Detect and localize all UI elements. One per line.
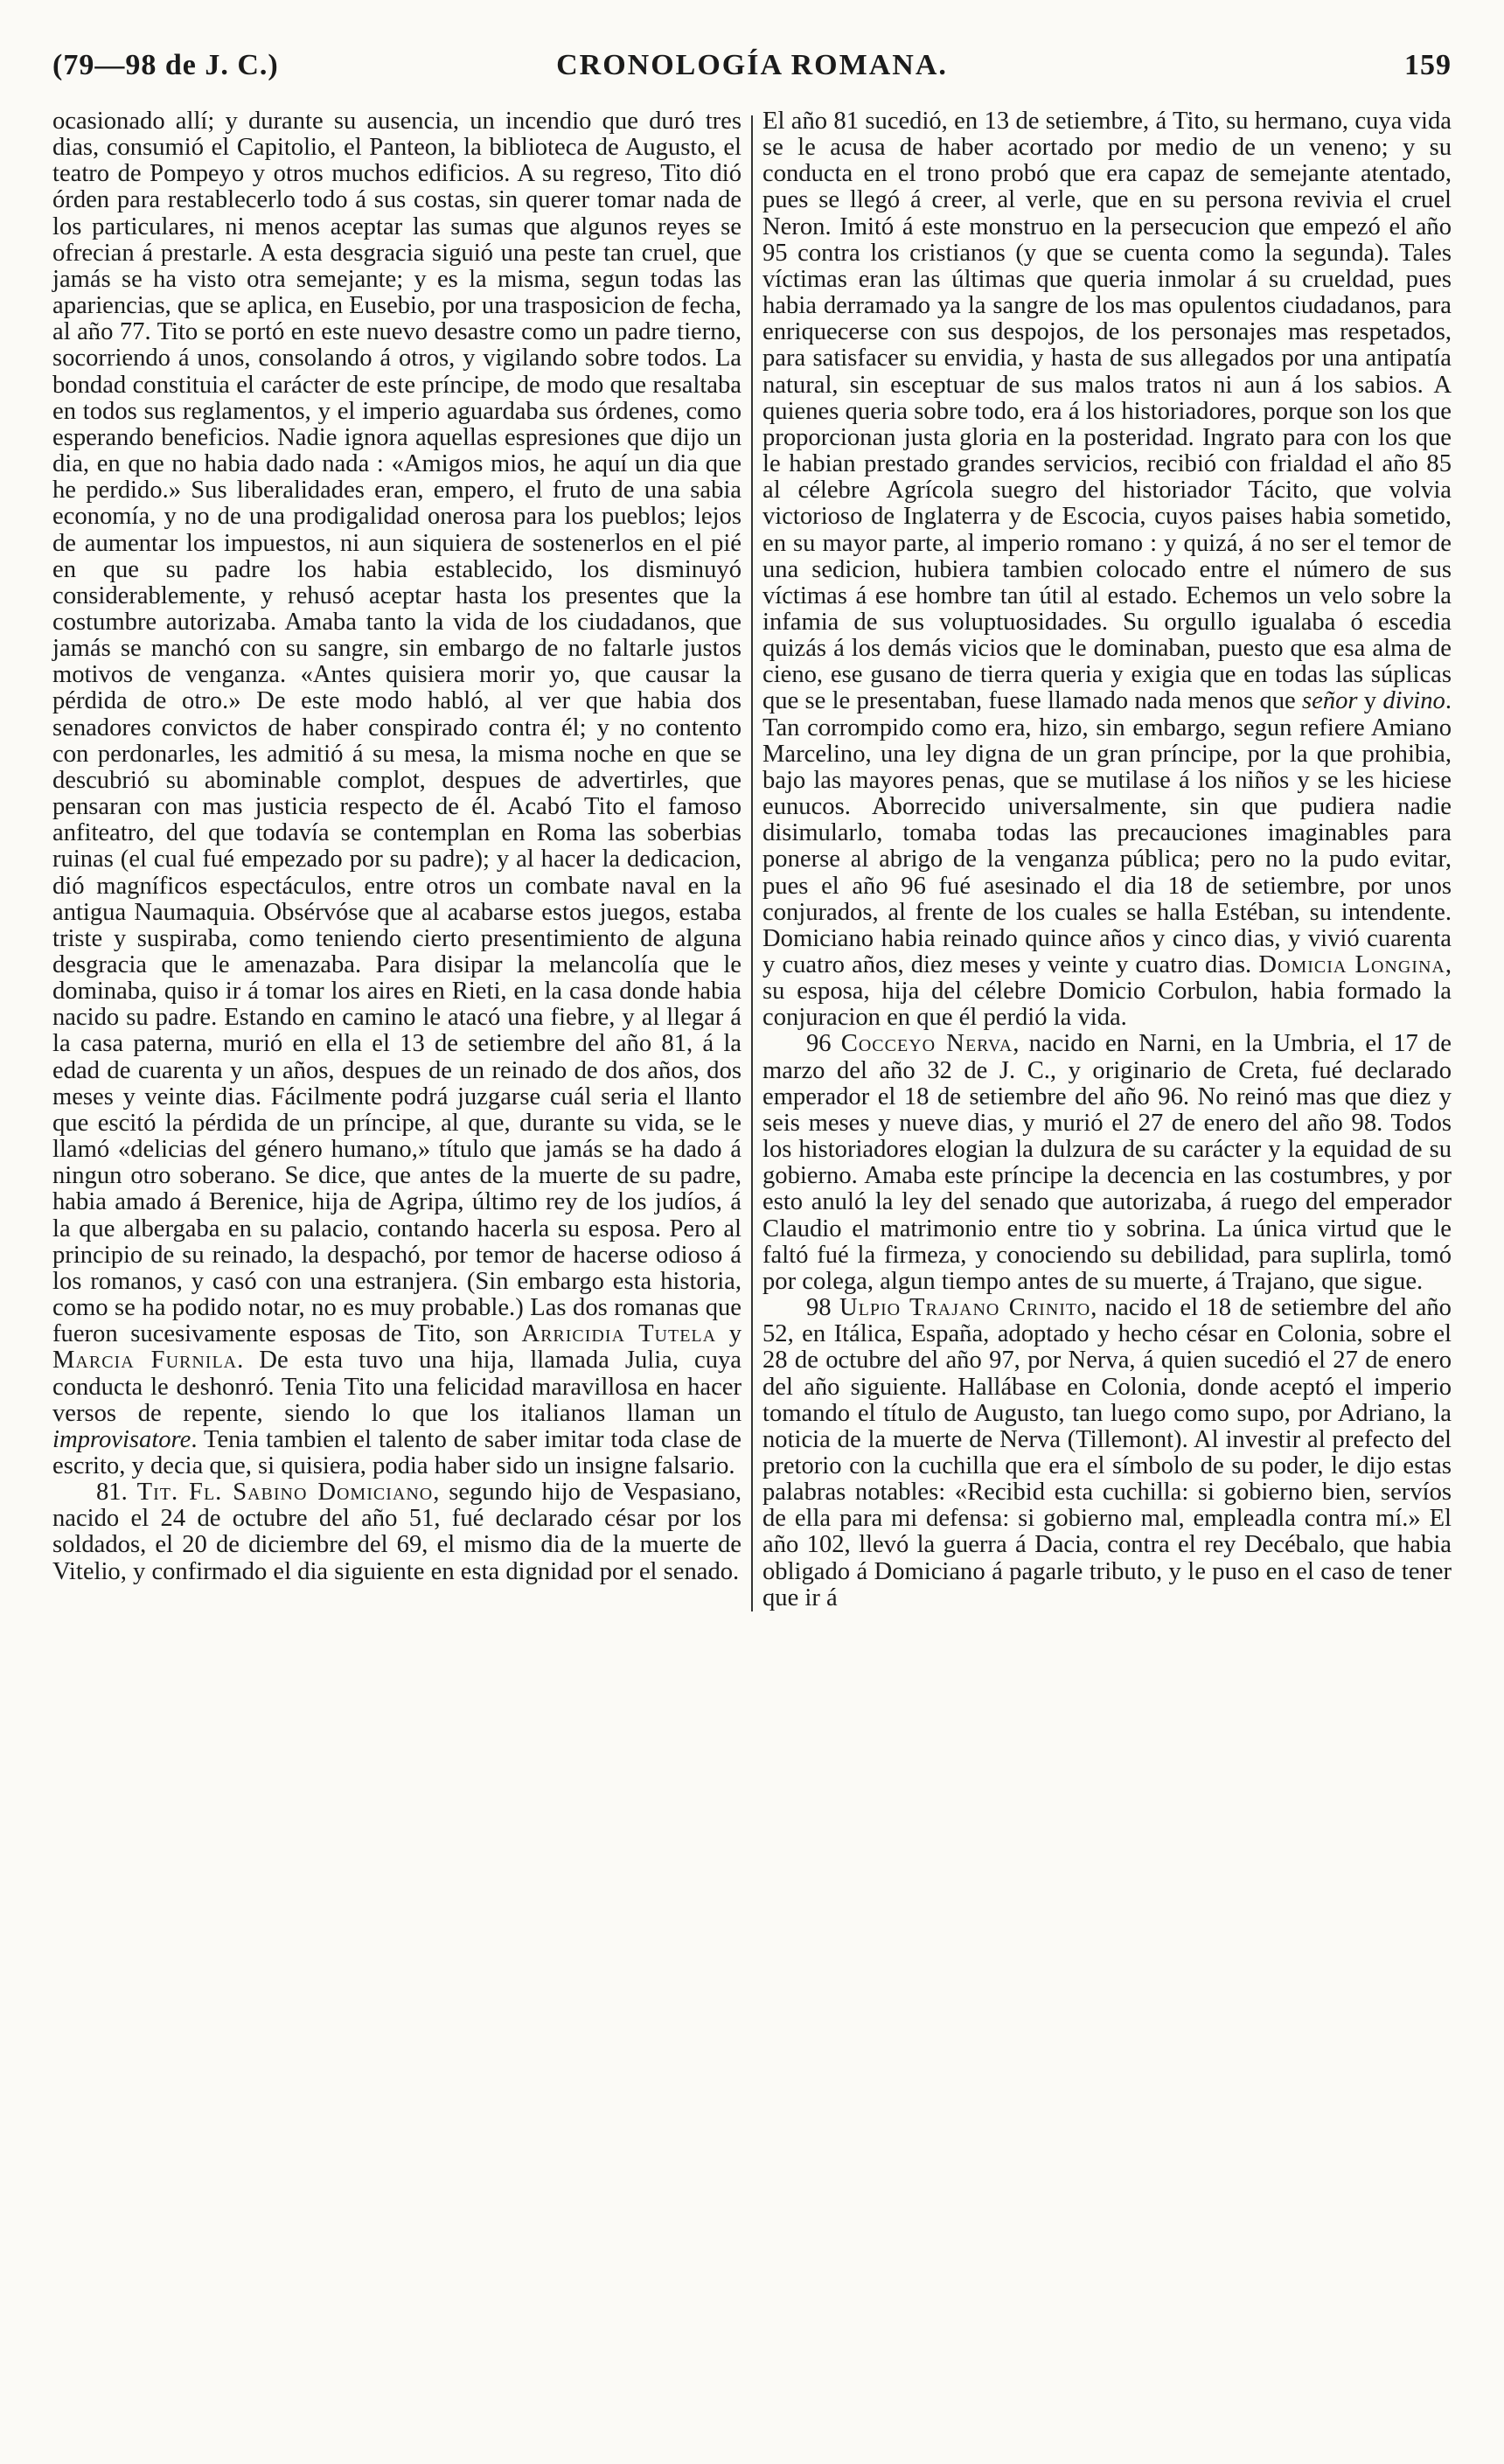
tito-paragraph — [52, 108, 742, 1479]
domiciano-text: El año 81 sucedió, en 13 de setiembre, á Tito, su hermano, cuya vida se le acusa de haber acortado por medio de un veneno; y su conducta en el trono probó que era capaz de semejante atentado, pues se llegó á creer, al verle, que en su persona revivia el cruel Neron. Imitó á este monstruo en la persecucion que empezó el año 95 contra los cristianos (y que se cuenta como la segunda). Tales víctimas eran las últimas que queria inmolar á su crueldad, pues habia derramado ya la sangre de los mas opulentos ciudadanos, para enriquecerse con sus despojos, de los personajes mas respetados, para satisfacer su envidia, y hasta de sus allegados por una antipatía natural, sin esceptuar de sus malos tratos ni aun á los sabios. A quienes queria sobre todo, era á los historiadores, porque son los que proporcionan justa gloria en la posteridad. Ingrato para con los que le habian prestado grandes servicios, recibió con frialdad el año 85 al célebre Agrícola suegro del historiador Tácito, que volvia victorioso de Inglaterra y de Escocia, cuyos paises habia sometido, en su mayor parte, al imperio romano : y quizá, á no ser el temor de una sedicion, hubiera tambien colocado entre el número de sus víctimas á ese hombre tan útil al estado. Echemos un velo sobre la infamia de sus voluptuosidades. Su orgullo igualaba ó escedia quizás á los demás vicios que le dominaban, puesto que esa alma de cieno, ese gusano de tierra queria y exigia que en todas las súplicas que se le presentaban, fuese llamado nada menos que — [762, 108, 1452, 715]
entry-96-text: , nacido en Narni, en la Umbria, el 17 de marzo del año 32 de J. C., y originario de Creta, fué declarado emperador el 18 de setiembre del año 96. No reinó mas que diez y seis meses y nueve dias, y murió el 27 de enero del año 98. Todos los historiadores elogian la dulzura de su carácter y la equidad de su gobierno. Amaba este príncipe la decencia en las costumbres, y por esto anuló la ley del senado que autorizaba, á ruego del emperador Claudio el matrimonio entre tio y sobrina. La única virtud que le faltó fué la firmeza, y conociendo su debilidad, para suplirla, tomó por colega, algun tiempo antes de su muerte, á Trajano, que sigue. — [762, 1030, 1452, 1295]
entry-96-number: 96 — [806, 1030, 832, 1058]
domiciano-text-tail: , su esposa, hija del célebre Domicio Corbulon, habia formado la conjuracion en que él perdió la vida. — [762, 951, 1452, 1032]
conjunction: y — [728, 1320, 742, 1348]
page — [52, 49, 1452, 1611]
entry-81 — [52, 1479, 742, 1585]
entry-81-name: Tit. Fl. Sabino Domiciano — [136, 1479, 434, 1507]
entry-98-name: Ulpio Trajano Crinito — [839, 1294, 1091, 1322]
tito-text-cont: . De esta tuvo una hija, llamada Julia, cuya conducta le deshonró. Tenia Tito una felicidad maravillosa en hacer versos de repente, siendo lo que los italianos llaman un — [52, 1347, 742, 1427]
conjunction: y — [1363, 687, 1377, 715]
entry-96-name: Cocceyo Nerva — [840, 1030, 1013, 1058]
tito-text-tail: . Tenia tambien el talento de saber imitar toda clase de escrito, y decia que, si quisiera, podia haber sido un insigne falsario. — [52, 1425, 742, 1479]
name-arricidia: Arricidia Tutela — [521, 1320, 717, 1348]
text-columns — [52, 108, 1452, 1611]
page-header — [52, 49, 1452, 101]
running-title: CRONOLOGÍA ROMANA. — [556, 49, 948, 81]
entry-98-number: 98 — [806, 1294, 832, 1322]
domiciano-paragraph — [762, 108, 1452, 1031]
italic-senor: señor — [1302, 687, 1358, 715]
entry-98-text: , nacido el 18 de setiembre del año 52, en Itálica, España, adoptado y hecho césar en Colonia, sobre el 28 de octubre del año 97, por Nerva, á quien sucedió el 27 de enero del año siguiente. Hallábase en Colonia, donde aceptó el imperio tomando el título de Augusto, tan luego como supo, por Adriano, la noticia de la muerte de Nerva (Tillemont). Al investir al prefecto del pretorio con la cuchilla que era el símbolo de su poder, le dijo estas palabras notables: «Recibid esta cuchilla: si gobierno bien, servíos de ella para mi defensa: si gobierno mal, empleadla contra mí.» El año 102, llevó la guerra á Dacia, contra el rey Decébalo, que habia obligado á Domiciano á pagarle tributo, y le puso en el caso de tener que ir á — [762, 1294, 1452, 1611]
entry-81-text: , segundo hijo de Vespasiano, nacido el 24 de octubre del año 51, fué declarado césar por los soldados, el 20 de diciembre del 69, el mismo dia de la muerte de Vitelio, y confirmado el dia siguiente en esta dignidad por el senado. — [52, 1479, 742, 1585]
header-date-range: (79—98 de J. C.) — [52, 49, 279, 81]
domiciano-text-cont: . Tan corrompido como era, hizo, sin embargo, segun refiere Amiano Marcelino, una ley digna de un gran príncipe, por la que prohibia, bajo las mayores penas, que se mutilase á los niños y se les hiciese eunucos. Aborrecido universalmente, sin que pudiera nadie disimularlo, tomaba todas las precauciones imaginables para ponerse al abrigo de la venganza pública; pero no la pudo evitar, pues el año 96 fué asesinado el dia 18 de setiembre, por unos conjurados, al frente de los cuales se halla Estéban, su intendente. Domiciano habia reinado quince años y cinco dias, y vivió cuarenta y cuatro años, diez meses y veinte y cuatro dias. — [762, 687, 1452, 978]
tito-text: ocasionado allí; y durante su ausencia, un incendio que duró tres dias, consumió el Capitolio, el Panteon, la biblioteca de Augusto, el teatro de Pompeyo y otros muchos edificios. A su regreso, Tito dió órden para restablecerlo todo á sus costas, sin querer tomar nada de los particulares, ni menos aceptar las sumas que algunos reyes se ofrecian á prestarle. A esta desgracia siguió una peste tan cruel, que jamás se ha visto otra semejante; y es la misma, segun todas las apariencias, que se aplica, en Eusebio, por una trasposicion de fecha, al año 77. Tito se portó en este nuevo desastre como un padre tierno, socorriendo á unos, consolando á otros, y vigilando sobre todos. La bondad constituia el carácter de este príncipe, de modo que resaltaba en todos sus reglamentos, y el imperio aguardaba sus órdenes, como esperando beneficios. Nadie ignora aquellas espresiones que dijo un dia, en que no habia dado nada : «Amigos mios, he aquí un dia que he perdido.» Sus liberalidades eran, empero, el fruto de una sabia economía, y no de una prodigalidad onerosa para los pueblos; lejos de aumentar los impuestos, ni aun siquiera de sostenerlos en el pié en que su padre los habia establecido, los disminuyó considerablemente, y rehusó aceptar hasta los presentes que la costumbre autorizaba. Amaba tanto la vida de los ciudadanos, que jamás se manchó con su sangre, sin embargo de no faltarle justos motivos de venganza. «Antes quisiera morir yo, que causar la pérdida de otro.» De este modo habló, al ver que habia dos senadores convictos de haber conspirado contra él; y no contento con perdonarles, les admitió á su mesa, la misma noche en que se descubrió su abominable complot, despues de advertirles, que pensaran con mas justicia respecto de él. Acabó Tito el famoso anfiteatro, del que todavía se contemplan en Roma las soberbias ruinas (el cual fué empezado por su padre); y al hacer la dedicacion, dió magníficos espectáculos, entre otros un combate naval en la antigua Naumaquia. Obsérvóse que al acabarse estos juegos, estaba triste y suspiraba, como teniendo cierto presentimiento de alguna desgracia que le amenazaba. Para disipar la melancolía que le dominaba, quiso ir á tomar los aires en Rieti, en la casa donde habia nacido su padre. Estando en camino le atacó una fiebre, y al llegar á la casa paterna, murió en ella el 13 de setiembre del año 81, á la edad de cuarenta y un años, despues de un reinado de dos años, dos meses y veinte dias. Fácilmente podrá juzgarse cuál seria el llanto que escitó la pérdida de un príncipe, al que, durante su vida, se le llamó «delicias del género humano,» título que jamás se ha dado á ningun otro soberano. Se dice, que antes de la muerte de su padre, habia amado á Berenice, hija de Agripa, último rey de los judíos, á la que albergaba en su palacio, contando hacerla su esposa. Pero al principio de su reinado, la despachó, por temor de hacerse odioso á los romanos, y casó con una estranjera. (Sin embargo esta historia, como se ha podido notar, no es muy probable.) Las dos romanas que fueron sucesivamente esposas de Tito, son — [52, 108, 742, 1348]
italic-divino: divino — [1382, 687, 1445, 715]
right-column — [753, 108, 1452, 1611]
entry-96 — [762, 1031, 1452, 1295]
page-number: 159 — [1404, 49, 1452, 81]
name-domicia: Domicia Longina — [1258, 951, 1445, 978]
name-marcia: Marcia Furnila — [52, 1347, 238, 1375]
entry-81-number: 81. — [96, 1479, 128, 1507]
left-column — [52, 108, 751, 1611]
italic-improvisatore: improvisatore — [52, 1425, 191, 1453]
entry-98 — [762, 1295, 1452, 1611]
